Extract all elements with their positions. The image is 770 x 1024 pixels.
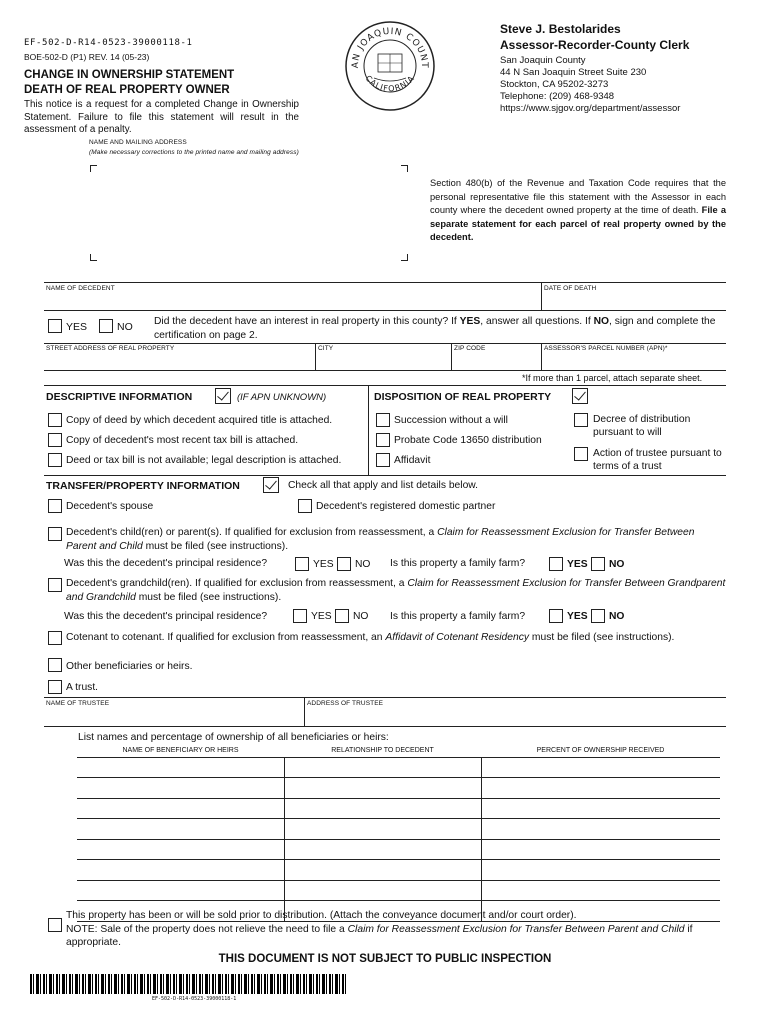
section-480-text: Section 480(b) of the Revenue and Taxation Code requires that the personal representative file this statement with the Assessor in each county where the decedent owned property at the time of death. — [430, 178, 726, 215]
interest-no-label: NO — [117, 321, 133, 333]
sale-note-b: if appropriate. — [66, 924, 693, 948]
grand-claim-title: Claim for Reassessment Exclusion for Transfer Between Grandparent and Grandchild — [66, 578, 726, 603]
grandchild-text — [66, 577, 726, 604]
grand-residence-question: Was this the decedent's principal residence? — [64, 611, 268, 622]
child-farm-yes-label: YES — [567, 559, 588, 570]
decedent-name-label: NAME OF DECEDENT — [46, 285, 115, 292]
beneficiary-name-header: NAME OF BENEFICIARY OR HEIRS — [77, 745, 284, 757]
relationship-header: RELATIONSHIP TO DECEDENT — [284, 745, 481, 757]
deed-copy-checkbox[interactable] — [48, 413, 62, 427]
cotenant-claim-title: Affidavit of Cotenant Residency — [385, 632, 530, 643]
svg-text:SAN JOAQUIN COUNTY — [344, 20, 429, 69]
child-farm-no-checkbox[interactable] — [591, 557, 605, 571]
date-of-death-label: DATE OF DEATH — [544, 285, 597, 292]
trustee-action-label: Action of trustee pursuant to terms of a trust — [593, 448, 722, 472]
succession-label: Succession without a will — [394, 415, 508, 426]
child-residence-no-label: NO — [355, 559, 371, 570]
legal-description-checkbox[interactable] — [48, 453, 62, 467]
affidavit-checkbox[interactable] — [376, 453, 390, 467]
child-parent-checkbox[interactable] — [48, 527, 62, 541]
assessor-title: Assessor-Recorder-County Clerk — [500, 38, 690, 52]
grand-residence-yes-label: YES — [311, 611, 332, 622]
apn-note: *If more than 1 parcel, attach separate sheet. — [522, 373, 703, 383]
trustee-action-checkbox[interactable] — [574, 447, 588, 461]
child-farm-yes-checkbox[interactable] — [549, 557, 563, 571]
zip-code-label: ZIP CODE — [454, 345, 486, 352]
table-row[interactable] — [77, 757, 720, 778]
grand-residence-no-checkbox[interactable] — [335, 609, 349, 623]
table-row[interactable] — [77, 839, 720, 860]
table-row[interactable] — [77, 880, 720, 901]
county-seal — [344, 20, 436, 112]
probate-checkbox[interactable] — [376, 433, 390, 447]
question-part-a: Did the decedent have an interest in real property in this county? If — [154, 316, 460, 327]
decree-label: Decree of distribution pursuant to will — [593, 414, 691, 438]
descriptive-heading: DESCRIPTIVE INFORMATION — [46, 391, 193, 403]
grand-farm-no-checkbox[interactable] — [591, 609, 605, 623]
cotenant-text-a: Cotenant to cotenant. If qualified for exclusion from reassessment, an — [66, 632, 386, 643]
disposition-checked-icon — [572, 388, 588, 404]
child-residence-yes-label: YES — [313, 559, 334, 570]
question-no: NO — [593, 316, 610, 327]
assessor-county: San Joaquin County — [500, 55, 586, 66]
notice-text: This notice is a request for a completed Change in Ownership Statement. Failure to file this statement will result in the assessment of a penalty. — [24, 99, 299, 135]
beneficiaries-intro: List names and percentage of ownership of all beneficiaries or heirs: — [78, 732, 389, 743]
beneficiaries-table — [77, 745, 720, 922]
form-title-line1: CHANGE IN OWNERSHIP STATEMENT — [24, 69, 235, 81]
other-beneficiaries-label: Other beneficiaries or heirs. — [66, 661, 193, 672]
succession-checkbox[interactable] — [376, 413, 390, 427]
transfer-heading: TRANSFER/PROPERTY INFORMATION — [46, 480, 240, 492]
grand-residence-no-label: NO — [353, 611, 369, 622]
assessor-phone: Telephone: (209) 468-9348 — [500, 91, 615, 102]
question-part-c: , sign and complete the certification on page 2. — [154, 316, 716, 341]
domestic-partner-label: Decedent's registered domestic partner — [316, 501, 496, 512]
descriptive-heading-note: (IF APN UNKNOWN) — [237, 392, 327, 403]
assessor-street: 44 N San Joaquin Street Suite 230 — [500, 67, 647, 78]
street-address-label: STREET ADDRESS OF REAL PROPERTY — [46, 345, 175, 352]
decree-checkbox[interactable] — [574, 413, 588, 427]
mailing-address-window[interactable] — [90, 165, 408, 261]
assessor-city: Stockton, CA 95202-3273 — [500, 79, 609, 90]
cotenant-text-b: must be filed (see instructions). — [529, 632, 675, 643]
spouse-label: Decedent's spouse — [66, 501, 154, 512]
child-residence-question: Was this the decedent's principal residence? — [64, 558, 268, 569]
spouse-checkbox[interactable] — [48, 499, 62, 513]
probate-label: Probate Code 13650 distribution — [394, 435, 542, 446]
trust-checkbox[interactable] — [48, 680, 62, 694]
seal-bottom-text: CALIFORNIA — [363, 73, 417, 94]
tax-bill-checkbox[interactable] — [48, 433, 62, 447]
cotenant-checkbox[interactable] — [48, 631, 62, 645]
child-text-a: Decedent's child(ren) or parent(s). If qualified for exclusion from reassessment, a — [66, 527, 438, 538]
grandchild-checkbox[interactable] — [48, 578, 62, 592]
legal-description-label: Deed or tax bill is not available; legal description is attached. — [66, 455, 342, 466]
child-farm-no-label: NO — [609, 559, 625, 570]
trust-label: A trust. — [66, 682, 99, 693]
assessor-name: Steve J. Bestolarides — [500, 22, 621, 36]
sale-note-claim: Claim for Reassessment Exclusion for Transfer Between Parent and Child — [347, 924, 685, 935]
child-parent-text — [66, 526, 726, 553]
grand-farm-no-label: NO — [609, 611, 625, 622]
form-title-line2: DEATH OF REAL PROPERTY OWNER — [24, 84, 230, 96]
transfer-checked-icon — [263, 477, 279, 493]
city-label: CITY — [318, 345, 334, 352]
form-revision: BOE-502-D (P1) REV. 14 (05-23) — [24, 52, 150, 62]
grand-text-b: must be filed (see instructions). — [135, 591, 282, 603]
cotenant-text — [66, 631, 706, 645]
barcode-text: EF-502-D-R14-0523-39000118-1 — [152, 996, 237, 1002]
question-part-b: , answer all questions. If — [480, 316, 594, 327]
affidavit-label: Affidavit — [394, 455, 431, 466]
assessor-url[interactable]: https://www.sjgov.org/department/assessor — [500, 103, 681, 114]
deed-copy-label: Copy of deed by which decedent acquired title is attached. — [66, 415, 333, 426]
domestic-partner-checkbox[interactable] — [298, 499, 312, 513]
disposition-heading: DISPOSITION OF REAL PROPERTY — [374, 391, 552, 403]
table-row[interactable] — [77, 778, 720, 799]
apn-label: ASSESSOR'S PARCEL NUMBER (APN)* — [544, 345, 668, 352]
sold-before-distribution-checkbox[interactable] — [48, 918, 62, 932]
table-row[interactable] — [77, 819, 720, 840]
trustee-name-label: NAME OF TRUSTEE — [46, 700, 110, 707]
percent-ownership-header: PERCENT OF OWNERSHIP RECEIVED — [481, 745, 720, 757]
child-residence-yes-checkbox[interactable] — [295, 557, 309, 571]
section-480-notice — [430, 177, 726, 245]
form-id: EF-502-D-R14-0523-39000118-1 — [24, 38, 193, 48]
public-inspection-notice: THIS DOCUMENT IS NOT SUBJECT TO PUBLIC INSPECTION — [218, 953, 552, 965]
table-row[interactable] — [77, 798, 720, 819]
child-claim-title: Claim for Reassessment Exclusion for Transfer Between Parent and Child — [66, 527, 695, 552]
table-row[interactable] — [77, 860, 720, 881]
grand-text-a: Decedent's grandchild(ren). If qualified for exclusion from reassessment, a — [66, 578, 408, 589]
svg-text:CALIFORNIA — [364, 74, 417, 94]
interest-yes-checkbox[interactable] — [48, 319, 62, 333]
grand-residence-yes-checkbox[interactable] — [293, 609, 307, 623]
interest-yes-label: YES — [66, 321, 88, 333]
mailing-address-label: NAME AND MAILING ADDRESS — [89, 139, 187, 146]
child-farm-question: Is this property a family farm? — [390, 558, 526, 569]
section-480-bold: File a separate statement for each parcel of real property owned by the decedent. — [430, 205, 726, 242]
interest-no-checkbox[interactable] — [99, 319, 113, 333]
tax-bill-label: Copy of decedent's most recent tax bill is attached. — [66, 435, 299, 446]
question-yes: YES — [459, 316, 481, 327]
child-text-b: must be filed (see instructions). — [142, 540, 289, 552]
barcode — [30, 974, 346, 994]
interest-question — [154, 315, 724, 342]
trustee-address-label: ADDRESS OF TRUSTEE — [307, 700, 384, 707]
mailing-address-note: (Make necessary corrections to the printed name and mailing address) — [89, 149, 299, 156]
sale-note — [66, 923, 716, 949]
sale-text: This property has been or will be sold prior to distribution. (Attach the conveyance document and/or court order). — [66, 910, 577, 921]
grand-farm-question: Is this property a family farm? — [390, 611, 526, 622]
seal-top-text: AN JOAQUIN COUNT — [350, 26, 430, 69]
transfer-instruction: Check all that apply and list details below. — [288, 480, 479, 491]
other-beneficiaries-checkbox[interactable] — [48, 658, 62, 672]
grand-farm-yes-label: YES — [567, 611, 588, 622]
sale-note-a: NOTE: Sale of the property does not relieve the need to file a — [66, 924, 348, 935]
descriptive-checked-icon — [215, 388, 231, 404]
child-residence-no-checkbox[interactable] — [337, 557, 351, 571]
grand-farm-yes-checkbox[interactable] — [549, 609, 563, 623]
